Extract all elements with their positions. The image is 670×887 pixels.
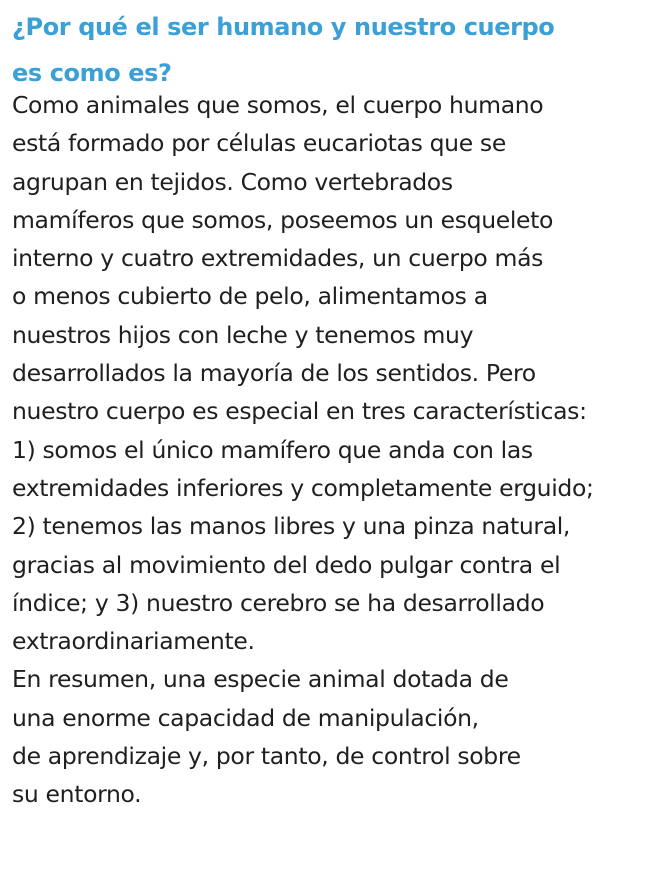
body-line: nuestros hijos con leche y tenemos muy (12, 320, 474, 349)
body-line: gracias al movimiento del dedo pulgar contra el (12, 550, 561, 579)
body-line: una enorme capacidad de manipulación, (12, 703, 479, 732)
heading-line: ¿Por qué el ser humano y nuestro cuerpo (12, 13, 555, 41)
body-line: índice; y 3) nuestro cerebro se ha desarrollado (12, 588, 545, 617)
body-line: interno y cuatro extremidades, un cuerpo más (12, 244, 544, 273)
body-line: agrupan en tejidos. Como vertebrados (12, 167, 453, 196)
body-line: nuestro cuerpo es especial en tres características: (12, 397, 587, 426)
body-line: Como animales que somos, el cuerpo humano (12, 91, 544, 119)
body-line: está formado por células eucariotas que se (12, 129, 506, 158)
body-line: o menos cubierto de pelo, alimentamos a (12, 282, 488, 311)
section-heading (12, 4, 554, 96)
body-line: mamíferos que somos, poseemos un esqueleto (12, 205, 554, 234)
body-line: extraordinariamente. (12, 627, 255, 656)
body-line: de aprendizaje y, por tanto, de control sobre (12, 742, 521, 771)
body-line: extremidades inferiores y completamente erguido; (12, 473, 594, 502)
body-line: 1) somos el único mamífero que anda con las (12, 435, 533, 464)
body-line: 2) tenemos las manos libres y una pinza natural, (12, 512, 571, 541)
body-line: desarrollados la mayoría de los sentidos. Pero (12, 359, 536, 388)
heading-line: es como es? (12, 59, 172, 87)
body-paragraph (12, 86, 594, 814)
body-line: En resumen, una especie animal dotada de (12, 665, 509, 694)
body-line: su entorno. (12, 780, 142, 809)
